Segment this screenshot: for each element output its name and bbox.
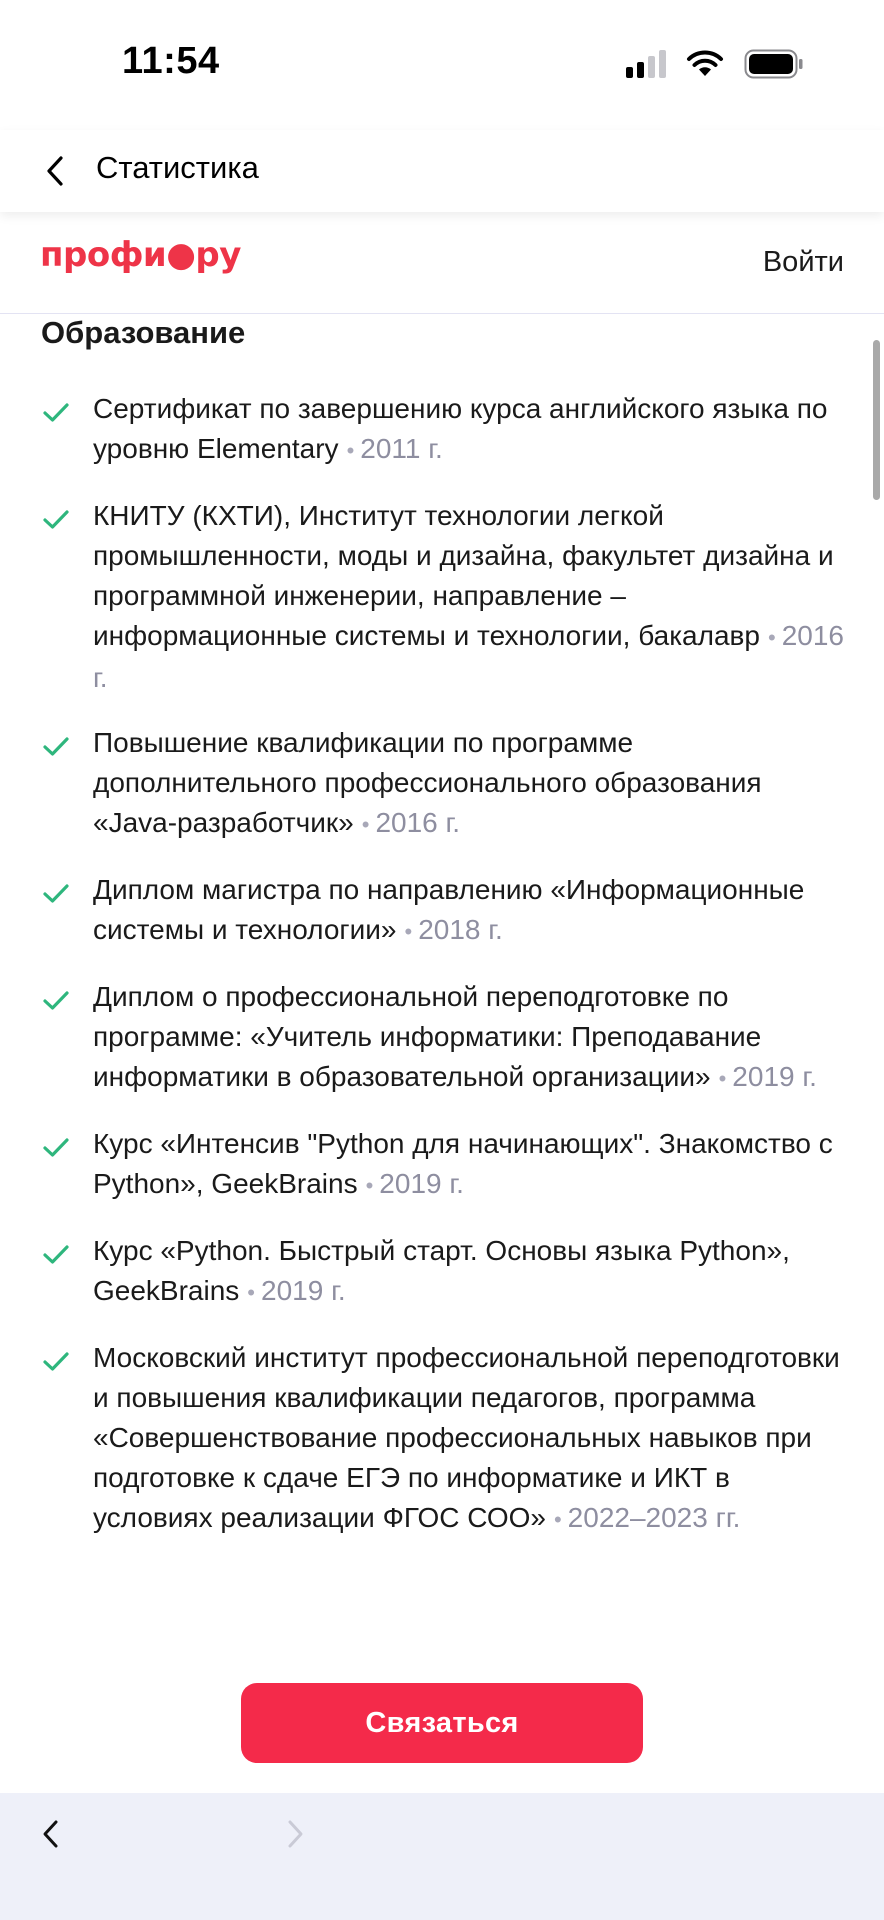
education-text: КНИТУ (КХТИ), Институт технологии легкой промышленности, моды и дизайна, факультет дизайна и программной инженерии, направление – информационные системы и технологии, бакалавр — [93, 500, 834, 651]
education-list — [0, 389, 884, 1565]
education-year: 2018 г. — [418, 914, 503, 945]
separator-dot: • — [767, 625, 776, 650]
check-icon — [42, 509, 70, 531]
check-icon — [42, 990, 70, 1012]
list-item — [0, 1338, 884, 1540]
separator-dot: • — [247, 1280, 255, 1305]
browser-back-button[interactable] — [26, 1809, 76, 1859]
chevron-left-icon — [45, 155, 65, 187]
check-icon — [42, 883, 70, 905]
check-icon — [42, 736, 70, 758]
check-icon — [42, 1244, 70, 1266]
chevron-left-icon — [41, 1818, 61, 1850]
education-text: Курс «Интенсив "Python для начинающих". Знакомство с Python», GeekBrains — [93, 1128, 833, 1199]
list-item — [0, 870, 884, 952]
education-year: 2019 г. — [379, 1168, 464, 1199]
education-text: Повышение квалификации по программе дополнительного профессионального образования «Java-разработчик» — [93, 727, 762, 838]
wifi-icon — [686, 50, 724, 78]
education-year: 2016 г. — [375, 807, 461, 838]
check-icon — [42, 1351, 70, 1373]
list-item — [0, 496, 884, 698]
education-text: Сертификат по завершению курса английского языка по уровню Elementary — [93, 393, 828, 464]
status-time: 11:54 — [122, 40, 220, 82]
browser-toolbar — [0, 1793, 884, 1920]
education-year: 2019 г. — [261, 1275, 346, 1306]
contact-button[interactable]: Связаться — [241, 1683, 643, 1763]
back-button[interactable] — [30, 146, 80, 196]
list-item — [0, 389, 884, 471]
education-year: 2016 г. — [93, 620, 844, 693]
separator-dot: • — [361, 812, 370, 837]
check-icon — [42, 402, 70, 424]
separator-dot: • — [718, 1066, 727, 1091]
separator-dot: • — [346, 438, 355, 463]
browser-forward-button[interactable] — [270, 1809, 320, 1859]
list-item — [0, 1124, 884, 1206]
education-year: 2011 г. — [360, 433, 443, 464]
education-title: Образование — [41, 315, 246, 350]
education-text: Диплом о профессиональной переподготовке по программе: «Учитель информатики: Преподавание информатики в образовательной организации» — [93, 981, 762, 1092]
main-content[interactable] — [0, 313, 884, 1653]
education-text: Курс «Python. Быстрый старт. Основы языка Python», GeekBrains — [93, 1235, 790, 1306]
status-icons — [626, 48, 804, 80]
login-link[interactable]: Войти — [762, 246, 844, 278]
separator-dot: • — [365, 1173, 374, 1198]
separator-dot: • — [553, 1507, 562, 1532]
education-text: Московский институт профессиональной переподготовки и повышения квалификации педагогов, программа «Совершенствование профессиональных навыков при подготовке к сдаче ЕГЭ по информатике и ИКТ в условиях реализации ФГОС СОО» — [93, 1342, 840, 1533]
education-year: 2019 г. — [732, 1061, 817, 1092]
battery-icon — [744, 49, 804, 79]
page-title: Статистика — [96, 150, 259, 185]
education-year: 2022–2023 гг. — [567, 1502, 741, 1533]
action-area — [0, 1653, 884, 1793]
cellular-signal-icon — [626, 50, 666, 78]
list-item — [0, 1231, 884, 1313]
site-header — [0, 212, 884, 314]
app-navbar — [0, 130, 884, 212]
education-text: Диплом магистра по направлению «Информационные системы и технологии» — [93, 874, 805, 945]
chevron-right-icon — [285, 1818, 305, 1850]
check-icon — [42, 1137, 70, 1159]
list-item — [0, 723, 884, 845]
profi-logo[interactable]: профи●ру — [40, 235, 241, 275]
status-bar — [0, 0, 884, 130]
separator-dot: • — [404, 919, 413, 944]
list-item — [0, 977, 884, 1099]
